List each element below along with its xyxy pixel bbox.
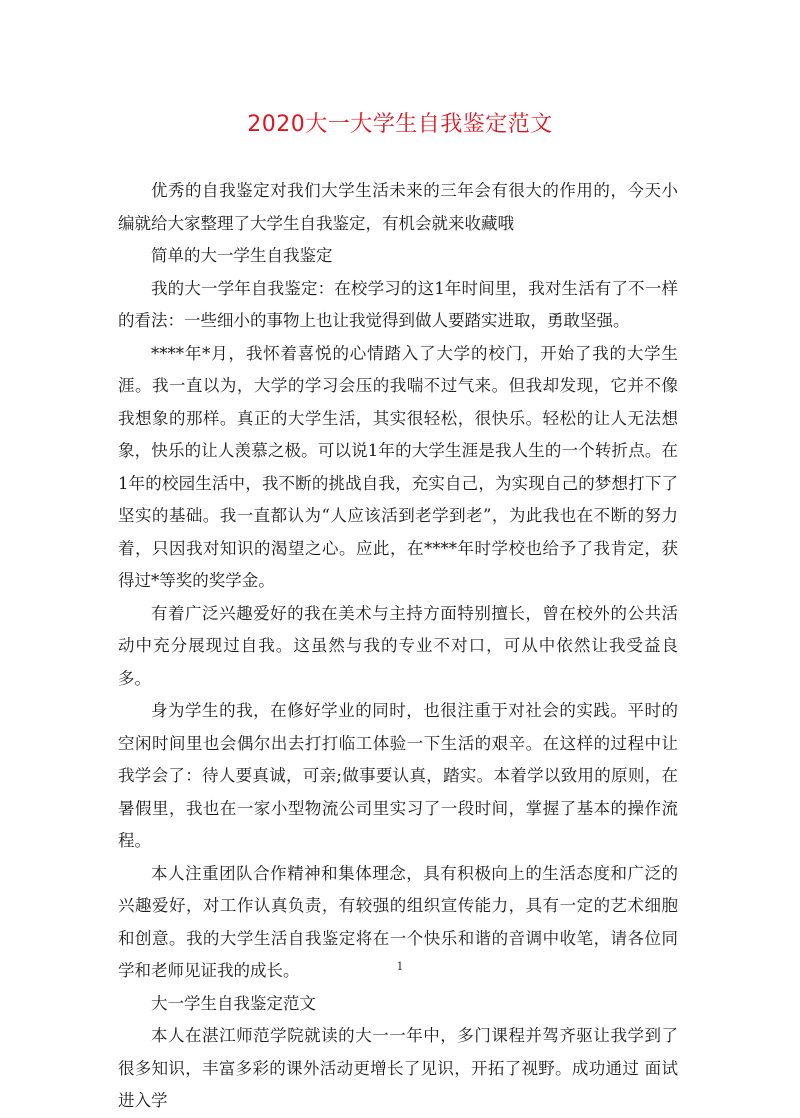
page-number: 1 <box>396 960 404 973</box>
paragraph: 我的大一学年自我鉴定：在校学习的这1年时间里，我对生活有了不一样的看法：一些细小的事物上也让我觉得到做人要踏实进取，勇敢坚强。 <box>118 278 678 330</box>
paragraph: 有着广泛兴趣爱好的我在美术与主持方面特别擅长，曾在校外的公共活动中充分展现过自我。这虽然与我的专业不对口，可从中依然让我受益良多。 <box>118 603 678 688</box>
section-heading-simple: 简单的大一学生自我鉴定 <box>151 246 333 265</box>
section-heading-sample: 大一学生自我鉴定范文 <box>151 993 316 1013</box>
paragraph: ****年*月，我怀着喜悦的心情踏入了大学的校门，开始了我的大学生涯。我一直以为，大学的学习会压的我喘不过气来。但我却发现，它并不像我想象的那样。真正的大学生活，其实很轻松，很快乐。轻松的让人无法想象，快乐的让人羡慕之极。可以说1年的大学生涯是我人生的一个转折点。在1年的校园生活中，我不断的挑战自我，充实自己，为实现自己的梦想打下了坚实的基础。我一直都认为“人应该活到老学到老”，为此我也在不断的努力着，只因我对知识的渴望之心。应此，在****年时学校也给予了我肯定，获得过*等奖的奖学金。 <box>118 343 678 590</box>
paragraph: 本人注重团队合作精神和集体理念，具有积极向上的生活态度和广泛的兴趣爱好，对工作认真负责，有较强的组织宣传能力，具有一定的艺术细胞和创意。我的大学生活自我鉴定将在一个快乐和谐的音调中收笔，请各位同学和老师见证我的成长。 <box>118 863 678 980</box>
paragraph-intro: 优秀的自我鉴定对我们大学生活未来的三年会有很大的作用的，今天小编就给大家整理了大学生自我鉴定，有机会就来收藏哦 <box>118 181 678 233</box>
paragraph: 身为学生的我，在修好学业的同时，也很注重于对社会的实践。平时的空闲时间里也会偶尔出去打打临工体验一下生活的艰辛。在这样的过程中让我学会了：待人要真诚，可亲;做事要认真，踏实。本着学以致用的原则，在暑假里，我也在一家小型物流公司里实习了一段时间，掌握了基本的操作流程。 <box>118 701 678 850</box>
paragraph: 本人在湛江师范学院就读的大一一年中，多门课程并驾齐驱让我学到了很多知识，丰富多彩的课外活动更增长了见识，开拓了视野。成功通过 面试 进入学 <box>118 1026 678 1110</box>
document-body <box>118 175 678 1118</box>
document-title: 2020大一大学生自我鉴定范文 <box>247 112 553 137</box>
